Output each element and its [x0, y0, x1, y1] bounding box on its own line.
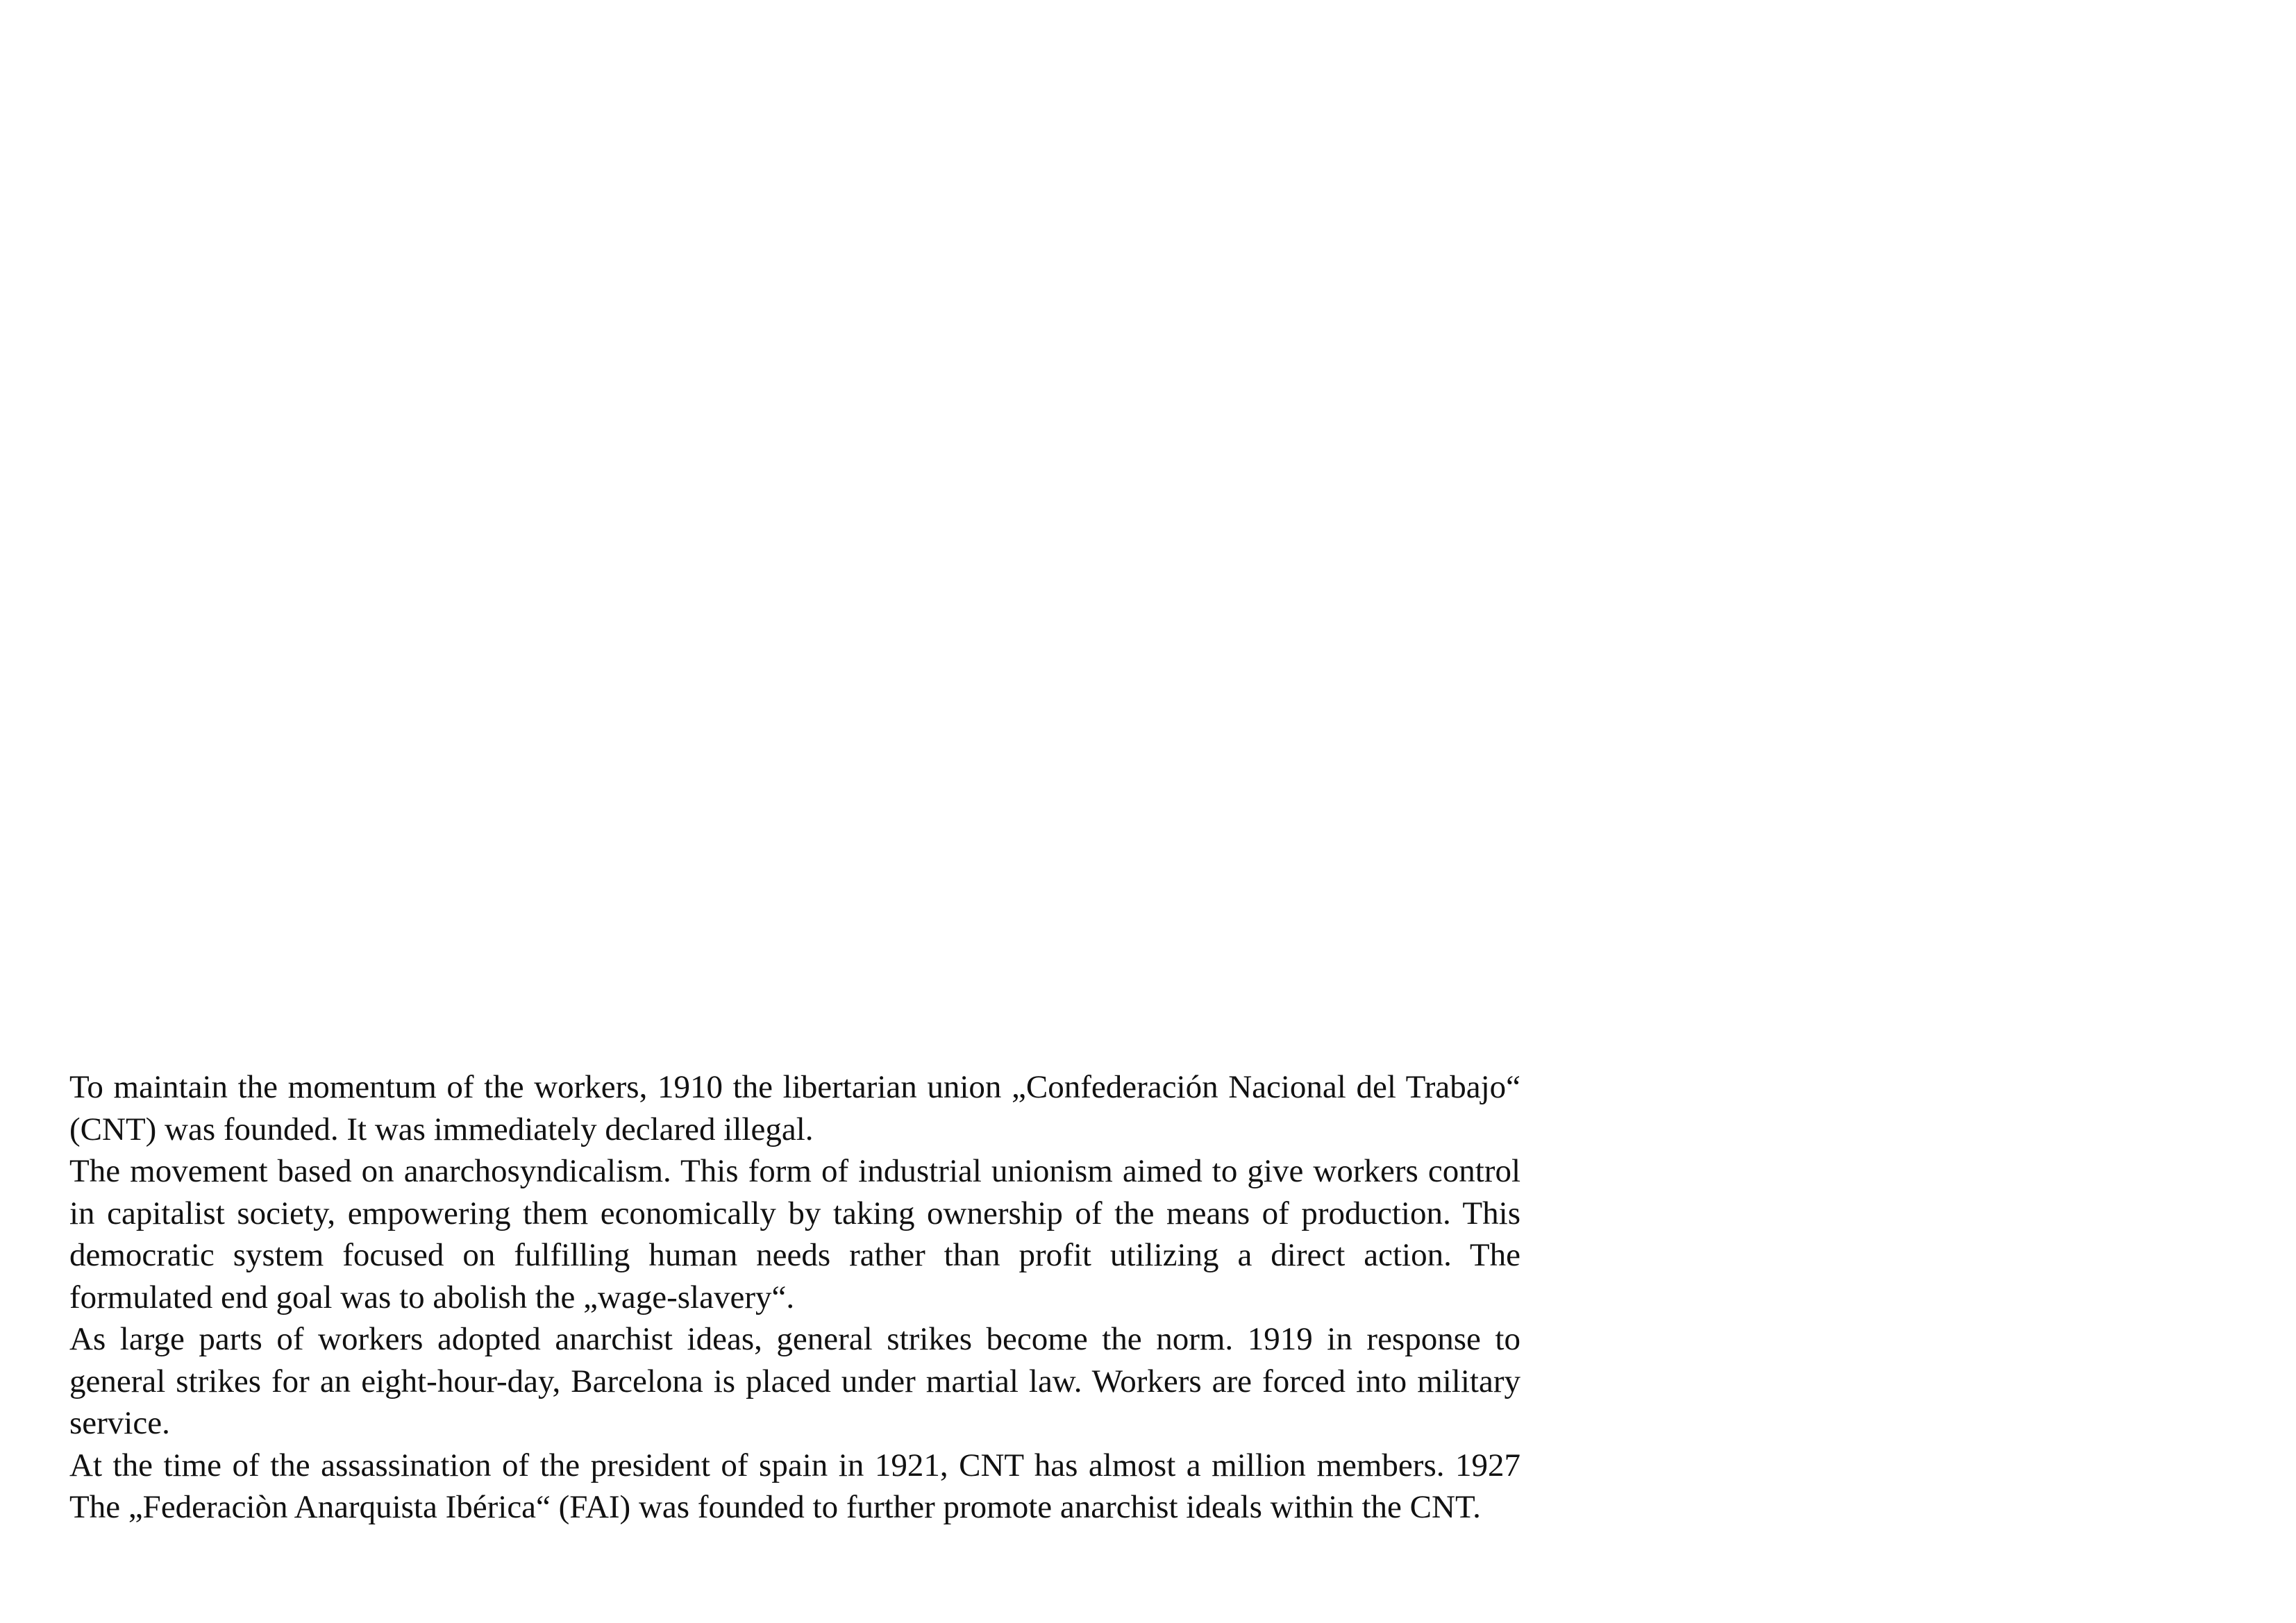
- paragraph-cnt-founding: To maintain the momentum of the workers, 1910 the libertarian union „Confederación Nacional del Trabajo“ (CNT) was founded. It was immediately declared illegal.: [69, 1069, 1520, 1147]
- paragraph-fai-founding: At the time of the assassination of the president of spain in 1921, CNT has almost a million members. 1927 The „Federaciòn Anarquista Ibérica“ (FAI) was founded to further promote anarchist ideals within the CNT.: [69, 1447, 1520, 1525]
- paragraph-general-strikes: As large parts of workers adopted anarchist ideas, general strikes become the norm. 1919 in response to general strikes for an eight-hour-day, Barcelona is placed under martial law. Workers are forced into military service.: [69, 1321, 1520, 1441]
- body-text: [69, 1066, 1520, 1529]
- paragraph-anarchosyndicalism: The movement based on anarchosyndicalism. This form of industrial unionism aimed to give workers control in capitalist society, empowering them economically by taking ownership of the means of production. This democratic system focused on fulfilling human needs rather than profit utilizing a direct action. The formulated end goal was to abolish the „wage-slavery“.: [69, 1153, 1520, 1315]
